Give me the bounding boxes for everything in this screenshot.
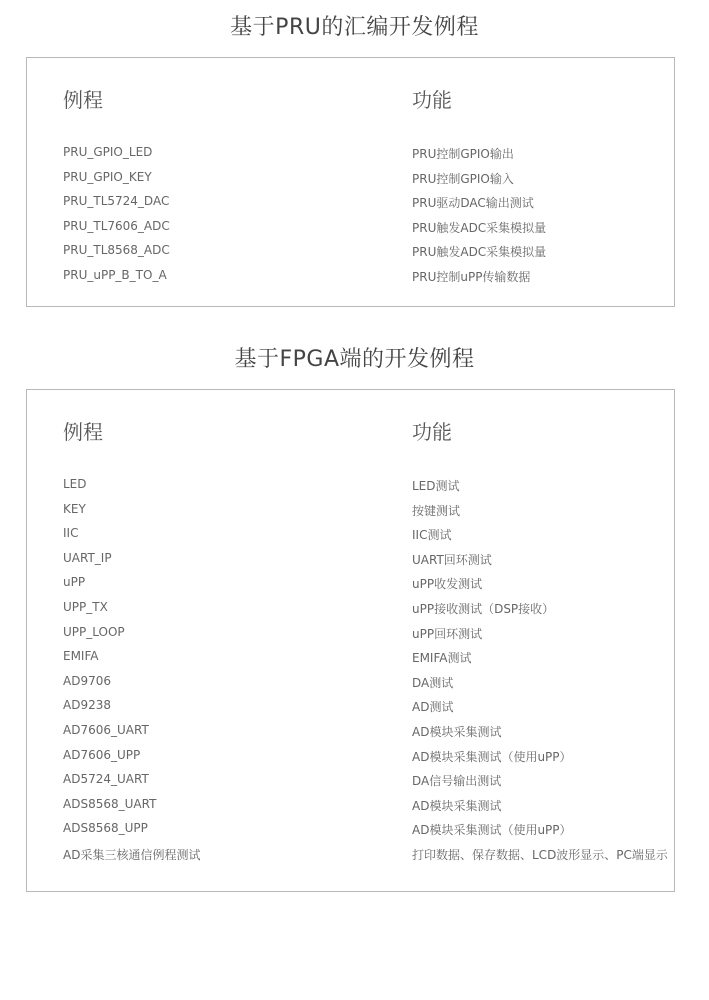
example-name: LED [63,477,87,491]
table-row [27,219,674,244]
table-row [27,268,674,293]
example-name: UPP_LOOP [63,624,125,639]
table-row [27,194,674,219]
example-name: PRU_GPIO_KEY [63,169,152,184]
example-function: DA测试 [412,675,454,690]
table-row [27,649,674,674]
example-function: 按键测试 [412,503,461,518]
example-function: 打印数据、保存数据、LCD波形显示、PC端显示 [412,847,668,862]
table-row [27,748,674,773]
example-name: UPP_TX [63,599,108,614]
example-function: AD测试 [412,700,454,715]
example-function: PRU触发ADC采集模拟量 [412,245,547,260]
table-row [27,170,674,195]
example-function: PRU控制GPIO输入 [412,171,514,186]
fpga-rows [27,477,674,871]
col-header-function: 功能 [412,420,452,444]
table-row [27,674,674,699]
example-name: AD7606_UPP [63,747,141,762]
example-function: IIC测试 [412,528,452,543]
example-function: uPP收发测试 [412,577,483,592]
example-function: DA信号输出测试 [412,774,502,789]
example-name: KEY [63,501,86,516]
example-function: AD模块采集测试（使用uPP） [412,749,572,764]
table-row [27,797,674,822]
example-name: AD7606_UART [63,722,149,737]
example-name: AD9706 [63,673,111,688]
example-name: AD5724_UART [63,772,149,787]
table-row [27,551,674,576]
example-name: PRU_TL8568_ADC [63,243,170,258]
table-row [27,821,674,846]
table-row [27,698,674,723]
table-row [27,477,674,502]
table-row [27,243,674,268]
example-name: EMIFA [63,649,99,664]
example-function: AD模块采集测试 [412,724,502,739]
col-header-example: 例程 [63,88,103,112]
example-function: LED测试 [412,479,460,493]
table-row [27,575,674,600]
example-function: AD模块采集测试（使用uPP） [412,823,572,838]
example-name: IIC [63,526,79,541]
example-function: EMIFA测试 [412,651,472,666]
example-function: uPP接收测试（DSP接收） [412,601,555,616]
example-name: PRU_GPIO_LED [63,145,153,159]
example-name: uPP [63,575,86,590]
example-function: AD模块采集测试 [412,798,502,813]
example-name: PRU_TL7606_ADC [63,218,170,233]
pru-examples-table [26,57,675,307]
table-row [27,772,674,797]
table-row [27,502,674,527]
table-row [27,600,674,625]
table-row [27,723,674,748]
example-function: PRU控制uPP传输数据 [412,269,531,284]
example-name: PRU_TL5724_DAC [63,194,170,209]
example-name: AD9238 [63,698,111,713]
example-function: PRU触发ADC采集模拟量 [412,220,547,235]
table-row [27,625,674,650]
example-function: PRU驱动DAC输出测试 [412,196,534,211]
fpga-examples-table [26,389,675,892]
example-function: PRU控制GPIO输出 [412,147,514,161]
table-row [27,846,674,871]
example-function: UART回环测试 [412,552,492,567]
example-name: PRU_uPP_B_TO_A [63,267,167,282]
col-header-function: 功能 [412,88,452,112]
table-row [27,526,674,551]
fpga-section-title: 基于FPGA端的开发例程 [234,347,475,372]
example-name: ADS8568_UPP [63,821,148,836]
col-header-example: 例程 [63,420,103,444]
example-name: UART_IP [63,550,112,565]
pru-section-title: 基于PRU的汇编开发例程 [230,15,479,40]
example-function: uPP回环测试 [412,626,483,641]
example-name: ADS8568_UART [63,796,157,811]
pru-rows [27,145,674,293]
table-row [27,145,674,170]
example-name: AD采集三核通信例程测试 [63,847,201,862]
